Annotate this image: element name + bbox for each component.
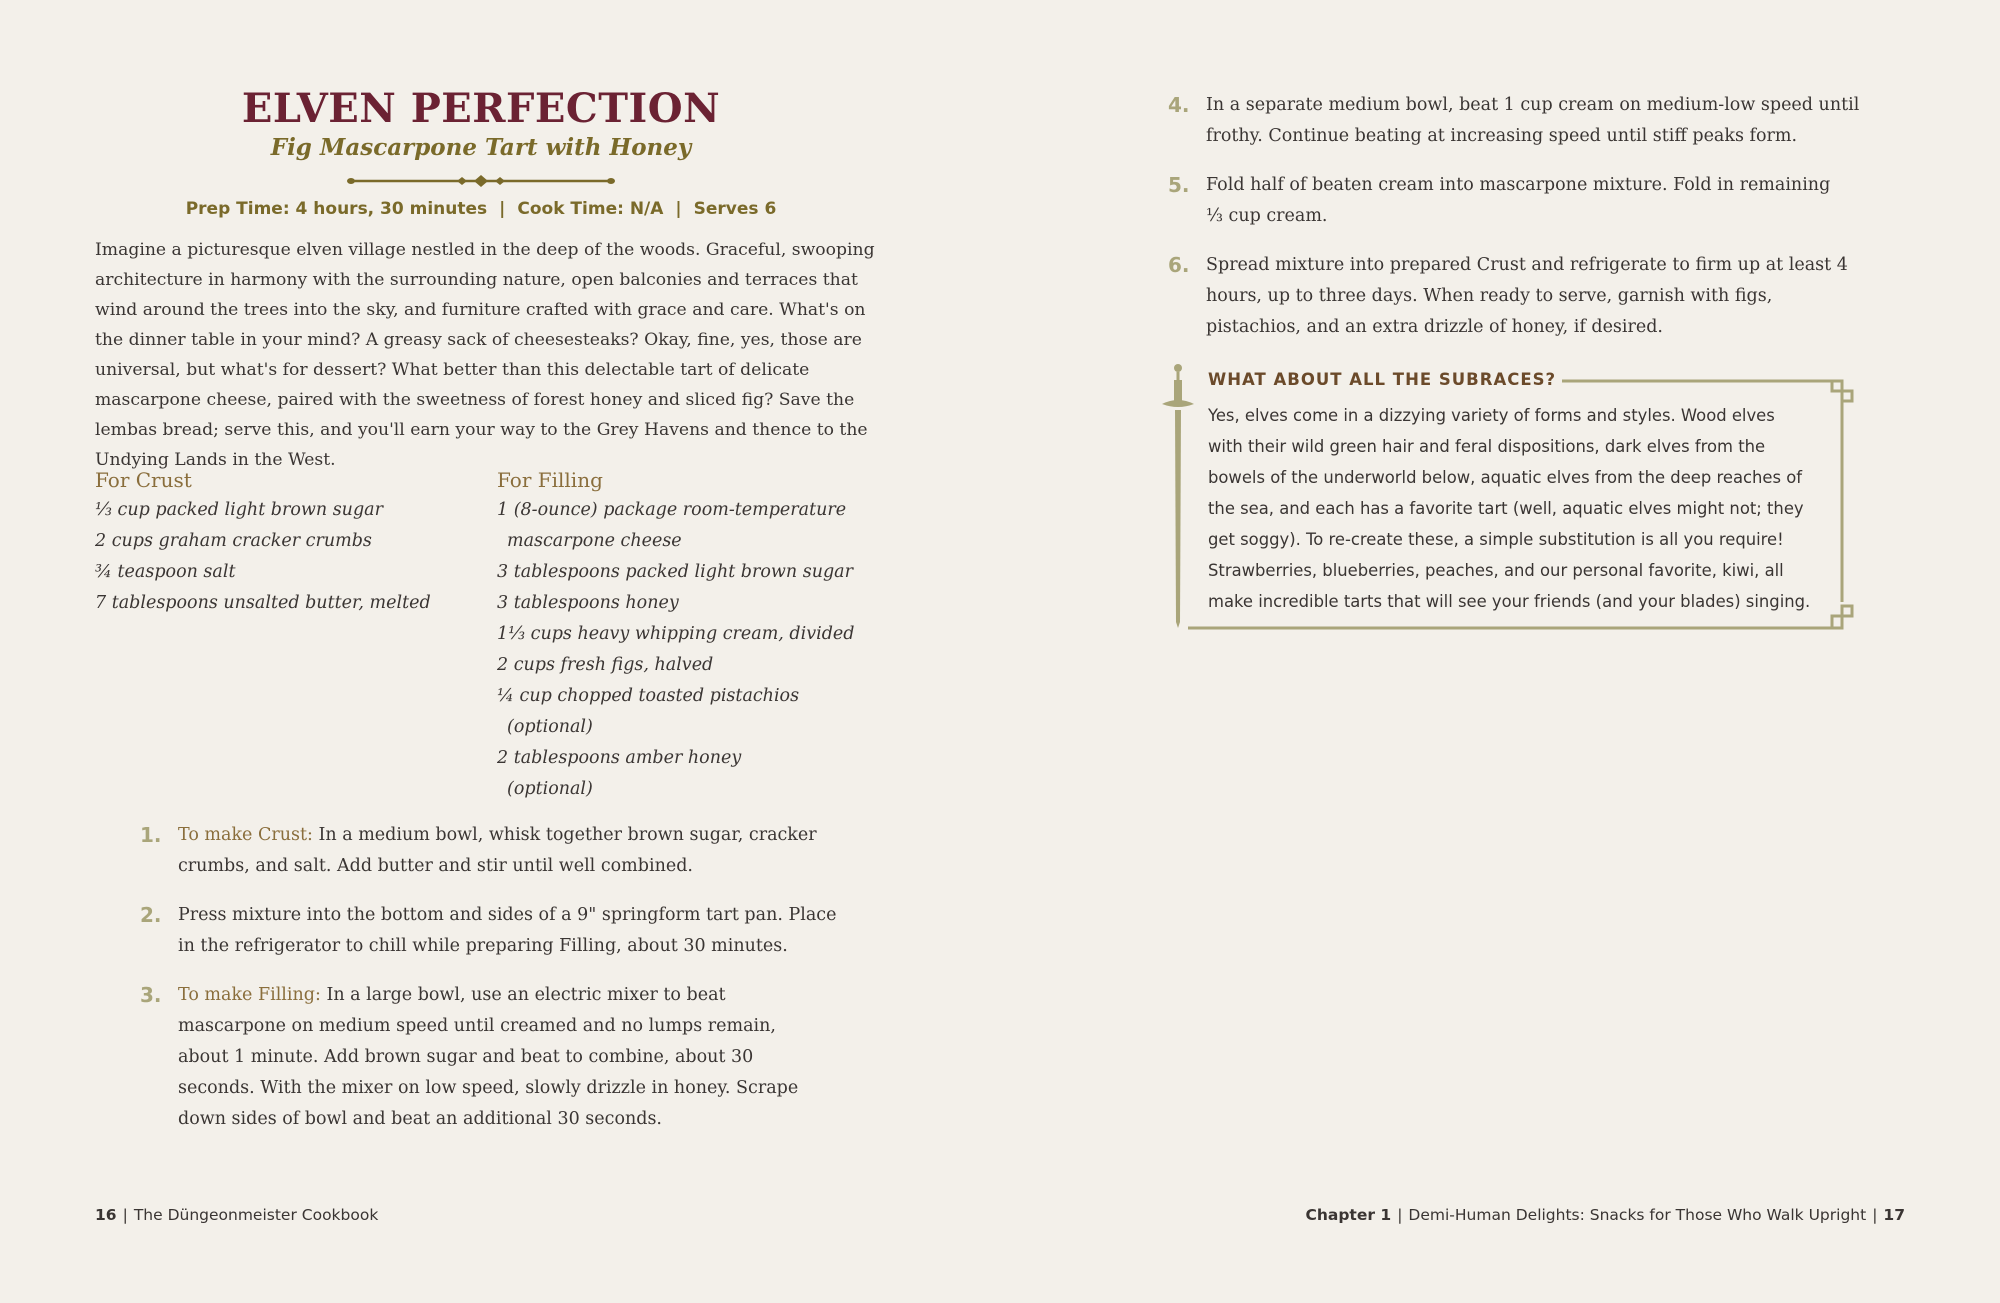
- step-number: 3.: [140, 983, 162, 1007]
- ingredient-item: ¼ cup chopped toasted pistachios (optional): [497, 686, 800, 737]
- step-item: [140, 900, 840, 962]
- step-text: [1206, 250, 1856, 343]
- footer-right: [1305, 1206, 1905, 1224]
- steps-list-right: [1168, 90, 1868, 361]
- footer-separator: |: [1397, 1206, 1403, 1224]
- step-text: [1206, 90, 1868, 152]
- filling-heading: For Filling: [497, 468, 603, 492]
- step-lead: To make Crust:: [178, 825, 313, 845]
- ingredient-item: ⅓ cup packed light brown sugar: [95, 500, 383, 520]
- sidebar-title: WHAT ABOUT ALL THE SUBRACES?: [1208, 370, 1562, 389]
- step-number: 1.: [140, 823, 162, 847]
- step-item: [1168, 250, 1868, 343]
- step-number: 5.: [1168, 173, 1190, 197]
- step-number: 2.: [140, 903, 162, 927]
- ingredient-item: 2 tablespoons amber honey (optional): [497, 748, 742, 799]
- page-number: 17: [1883, 1206, 1905, 1224]
- ingredient-item: 2 cups fresh figs, halved: [497, 655, 714, 675]
- step-number: 4.: [1168, 93, 1190, 117]
- step-text: [178, 980, 818, 1135]
- recipe-subtitle: Fig Mascarpone Tart with Honey: [270, 134, 692, 161]
- prep-time: Prep Time: 4 hours, 30 minutes: [185, 199, 488, 219]
- step-number: 6.: [1168, 253, 1190, 277]
- step-lead: To make Filling:: [178, 985, 321, 1005]
- step-body: In a large bowl, use an electric mixer to beat mascarpone on medium speed until creamed and no lumps remain, about 1 minute. Add brown sugar and beat to combine, about 30 seconds. With the mixer on low speed, slowly drizzle in honey. Scrape down sides of bowl and beat an additional 30 seconds.: [178, 985, 799, 1129]
- recipe-intro: Imagine a picturesque elven village nestled in the deep of the woods. Graceful, swooping architecture in harmony with the surrounding nature, open balconies and terraces that wind around the trees into the sky, and furniture crafted with grace and care. What's on the dinner table in your mind? A greasy sack of cheesesteaks? Okay, fine, yes, those are universal, but what's for dessert? What better than this delectable tart of delicate mascarpone cheese, paired with the sweetness of forest honey and sliced fig? Save the lembas bread; serve this, and you'll earn your way to the Grey Havens and thence to the Undying Lands in the West.: [95, 240, 875, 470]
- sidebar-text: Yes, elves come in a dizzying variety of forms and styles. Wood elves with their wild green hair and feral dispositions, dark elves from the bowels of the underworld below, aquatic elves from the deep reaches of the sea, and each has a favorite tart (well, aquatic elves might not; they get soggy). To re-create these, a simple substitution is all you require! Strawberries, blueberries, peaches, and our personal favorite, kiwi, all make incredible tarts that will see your friends (and your blades) singing.: [1208, 406, 1811, 611]
- ingredient-item: ¾ teaspoon salt: [95, 562, 236, 582]
- step-text: [178, 900, 840, 962]
- step-text: [178, 820, 840, 882]
- step-body: Press mixture into the bottom and sides of a 9" springform tart pan. Place in the refrigerator to chill while preparing Filling, about 30 minutes.: [178, 905, 837, 956]
- step-item: [1168, 90, 1868, 152]
- page-number: 16: [95, 1206, 117, 1224]
- step-body: Spread mixture into prepared Crust and refrigerate to firm up at least 4 hours, up to three days. When ready to serve, garnish with figs, pistachios, and an extra drizzle of honey, if desired.: [1206, 255, 1848, 337]
- recipe-meta: [95, 199, 867, 219]
- footer-left: [95, 1206, 378, 1224]
- chapter-title: Demi-Human Delights: Snacks for Those Who Walk Upright: [1408, 1206, 1867, 1224]
- step-body: In a medium bowl, whisk together brown sugar, cracker crumbs, and salt. Add butter and stir until well combined.: [178, 825, 817, 876]
- footer-separator: |: [1872, 1206, 1878, 1224]
- ingredient-item: 3 tablespoons packed light brown sugar: [497, 562, 853, 582]
- step-item: [1168, 170, 1868, 232]
- crust-heading: For Crust: [95, 468, 192, 492]
- step-body: In a separate medium bowl, beat 1 cup cream on medium-low speed until frothy. Continue beating at increasing speed until stiff peaks form.: [1206, 95, 1860, 146]
- ornament-divider-icon: [347, 174, 615, 188]
- cook-time: Cook Time: N/A: [517, 199, 664, 219]
- step-body: Fold half of beaten cream into mascarpone mixture. Fold in remaining ⅓ cup cream.: [1206, 175, 1831, 226]
- ingredient-item: 1 (8-ounce) package room-temperature mascarpone cheese: [497, 500, 847, 551]
- recipe-title: ELVEN PERFECTION: [241, 85, 721, 132]
- meta-separator: |: [675, 199, 682, 219]
- ingredient-item: 7 tablespoons unsalted butter, melted: [95, 593, 431, 613]
- step-text: [1206, 170, 1846, 232]
- ingredient-item: 2 cups graham cracker crumbs: [95, 531, 372, 551]
- meta-separator: |: [499, 199, 506, 219]
- crust-ingredients: [95, 465, 485, 619]
- filling-ingredients: [497, 465, 887, 805]
- chapter-label: Chapter 1: [1305, 1206, 1392, 1224]
- servings: Serves 6: [693, 199, 777, 219]
- ingredient-item: 1⅓ cups heavy whipping cream, divided: [497, 624, 855, 644]
- book-title: The Düngeonmeister Cookbook: [133, 1206, 379, 1224]
- sidebar-box: [1160, 360, 1860, 630]
- step-item: [140, 980, 840, 1135]
- footer-separator: |: [122, 1206, 128, 1224]
- ingredient-item: 3 tablespoons honey: [497, 593, 679, 613]
- step-item: [140, 820, 840, 882]
- steps-list-left: [140, 820, 840, 1153]
